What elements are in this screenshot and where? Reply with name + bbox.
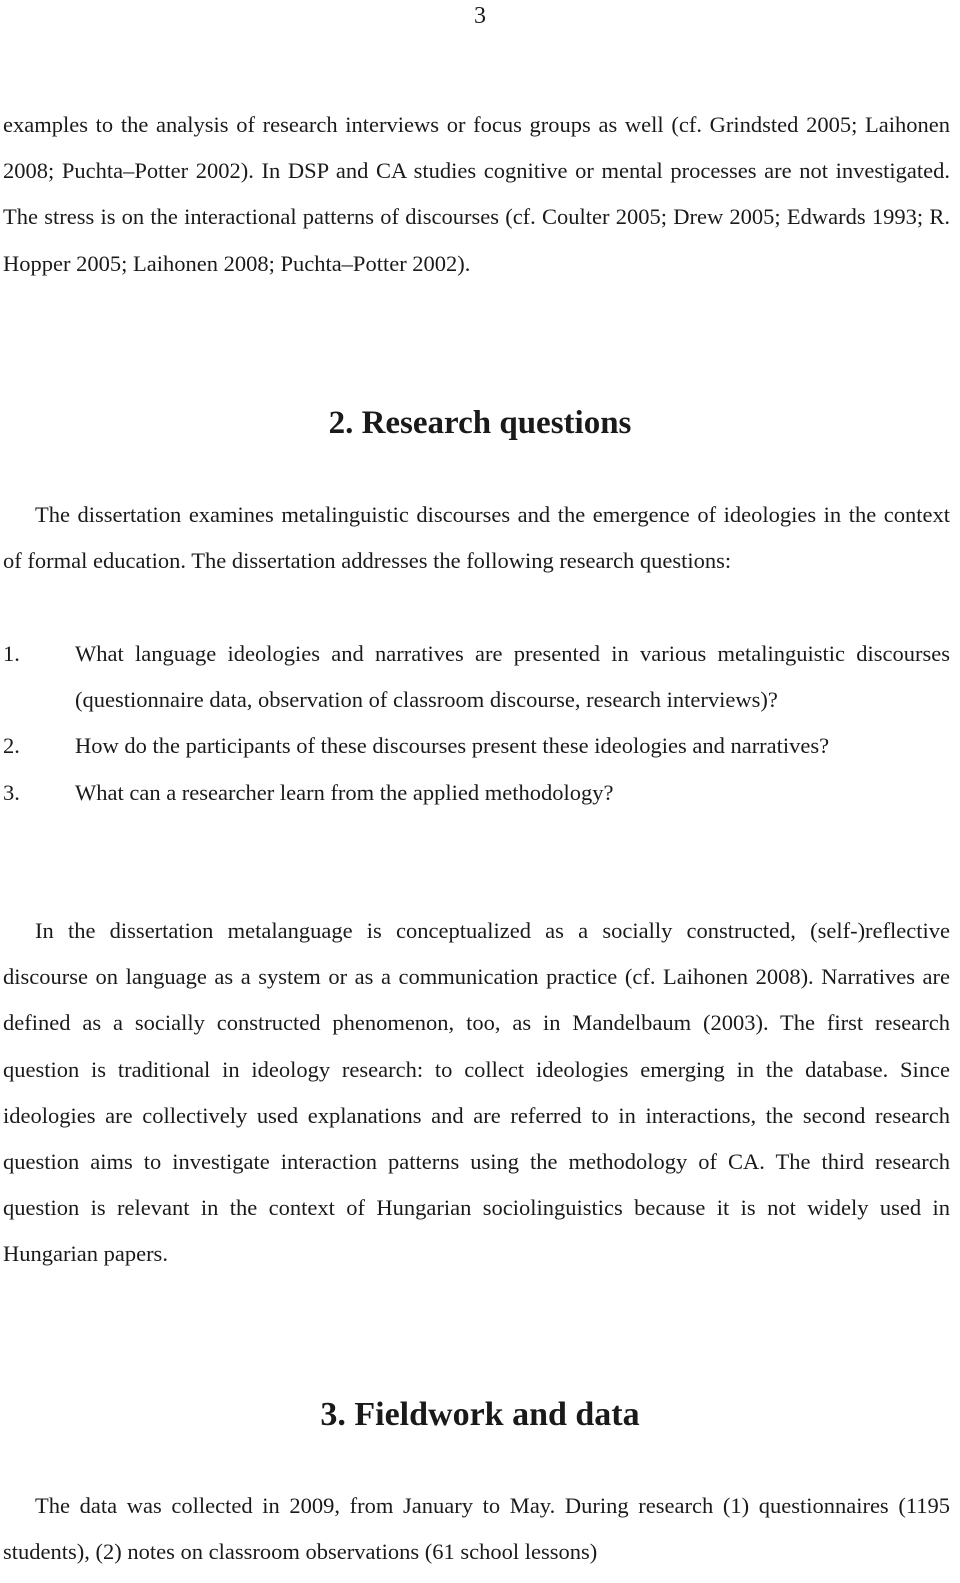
- list-item: [3, 770, 950, 816]
- list-item: [3, 723, 950, 769]
- fieldwork-lead-paragraph: The data was collected in 2009, from January to May. During research (1) questionnaires (1195 students), (2) notes on classroom observations (61 school lessons): [3, 1493, 950, 1565]
- list-item-number: 2.: [3, 733, 20, 759]
- list-item-text: What language ideologies and narratives are presented in various metalinguistic discourses (questionnaire data, observation of classroom discourse, research interviews)?: [75, 641, 950, 713]
- list-item-number: 1.: [3, 641, 20, 666]
- research-questions-list: [3, 631, 950, 816]
- section-heading-research-questions: 2. Research questions: [328, 405, 632, 441]
- research-questions-lead-paragraph: The dissertation examines metalinguistic discourses and the emergence of ideologies in the context of formal education. The dissertation addresses the following research questions:: [3, 502, 950, 574]
- list-item: [3, 631, 950, 723]
- intro-paragraph: examples to the analysis of research interviews or focus groups as well (cf. Grindsted 2005; Laihonen 2008; Puchta–Potter 2002). In DSP and CA studies cognitive or mental processes are not investigated. The stress is on the interactional patterns of discourses (cf. Coulter 2005; Drew 2005; Edwards 1993; R. Hopper 2005; Laihonen 2008; Puchta–Potter 2002).: [3, 112, 950, 276]
- section-heading-fieldwork-and-data: 3. Fieldwork and data: [320, 1396, 640, 1433]
- list-item-text: How do the participants of these discourses present these ideologies and narratives?: [75, 733, 830, 759]
- page-number: 3: [474, 3, 486, 29]
- list-item-number: 3.: [3, 779, 20, 805]
- research-questions-closing-paragraph: In the dissertation metalanguage is conceptualized as a socially constructed, (self-)reflective discourse on language as a system or as a communication practice (cf. Laihonen 2008). Narratives are defined as a socially constructed phenomenon, too, as in Mandelbaum (2003). The first research question is traditional in ideology research: to collect ideologies emerging in the database. Since ideologies are collectively used explanations and are referred to in interactions, the second research question aims to investigate interaction patterns using the methodology of CA. The third research question is relevant in the context of Hungarian sociolinguistics because it is not widely used in Hungarian papers.: [3, 918, 950, 1267]
- list-item-text: What can a researcher learn from the applied methodology?: [75, 779, 614, 805]
